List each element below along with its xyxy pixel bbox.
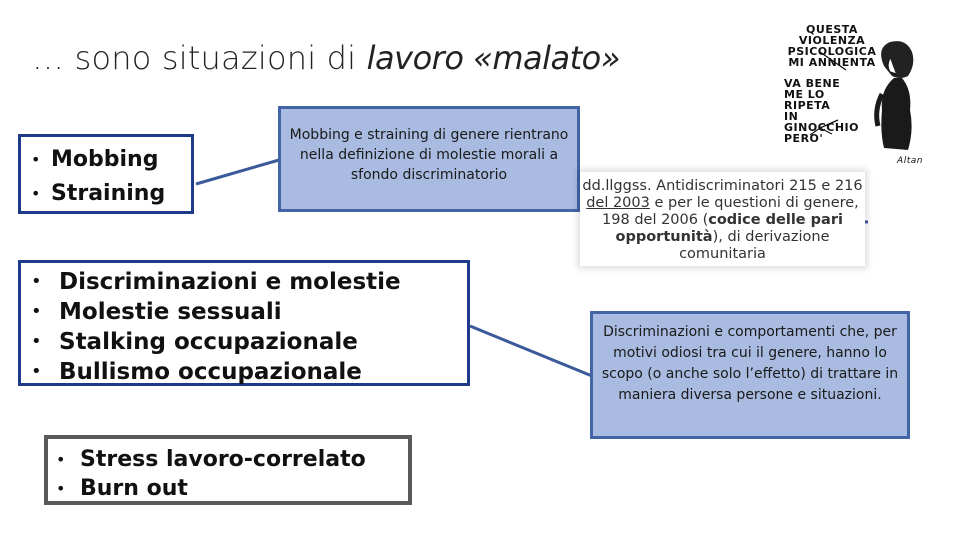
list-item: • Molestie sessuali bbox=[31, 297, 467, 327]
list-item: • Stress lavoro-correlato bbox=[56, 445, 408, 474]
discriminazioni-list bbox=[21, 263, 467, 387]
mobbing-callout-text: Mobbing e straining di genere rientrano nella definizione di molestie morali a sfondo discriminatorio bbox=[289, 127, 569, 183]
law-line-2-rest: e per le questioni di genere, bbox=[649, 195, 859, 211]
cartoon-signature: Altan bbox=[897, 156, 923, 166]
mobbing-callout bbox=[278, 106, 580, 212]
law-line-3-a: 198 del 2006 ( bbox=[602, 212, 709, 228]
cartoon-speech-top: QUESTA VIOLENZA PSICOLOGICA MI ANNIENTA bbox=[787, 23, 877, 69]
cartoon-illustration bbox=[760, 20, 940, 170]
list-item: • Discriminazioni e molestie bbox=[31, 267, 467, 297]
discriminazioni-callout bbox=[590, 311, 910, 439]
law-line-4-a: opportunità bbox=[615, 229, 713, 245]
cartoon-figure bbox=[760, 20, 940, 170]
law-line-1: dd.llggss. Antidiscriminatori 215 e 216 bbox=[582, 178, 863, 194]
law-card bbox=[580, 172, 865, 266]
law-line-4 bbox=[580, 229, 865, 246]
title-prefix: … sono situazioni di bbox=[32, 39, 367, 77]
list-item: • Mobbing bbox=[31, 143, 191, 177]
list-item: • Straining bbox=[31, 177, 191, 211]
mobbing-box bbox=[18, 134, 194, 214]
mobbing-list bbox=[21, 137, 191, 211]
discriminazioni-box bbox=[18, 260, 470, 386]
discriminazioni-callout-text: Discriminazioni e comportamenti che, per motivi odiosi tra cui il genere, hanno lo scopo (o anche solo l’effetto) di trattare in maniera diversa persone e situazioni. bbox=[601, 324, 899, 403]
law-line-3 bbox=[580, 212, 865, 229]
law-line-3-b: codice delle pari bbox=[708, 212, 843, 228]
stress-box bbox=[44, 435, 412, 505]
stress-list bbox=[48, 439, 408, 503]
law-line-4-b: ), di derivazione bbox=[712, 229, 830, 245]
law-line-5: comunitaria bbox=[679, 246, 766, 262]
connector-discriminazioni bbox=[470, 326, 592, 376]
list-item: • Bullismo occupazionale bbox=[31, 357, 467, 387]
connector-mobbing bbox=[196, 160, 279, 184]
law-line-2 bbox=[580, 195, 865, 212]
law-year-2003: del 2003 bbox=[586, 195, 650, 211]
title-emphasis: lavoro «malato» bbox=[366, 39, 620, 77]
cartoon-speech-bottom: VA BENE ME LO RIPETA IN GINOCCHIO PERO' bbox=[784, 77, 859, 145]
list-item: • Stalking occupazionale bbox=[31, 327, 467, 357]
list-item: • Burn out bbox=[56, 474, 408, 503]
